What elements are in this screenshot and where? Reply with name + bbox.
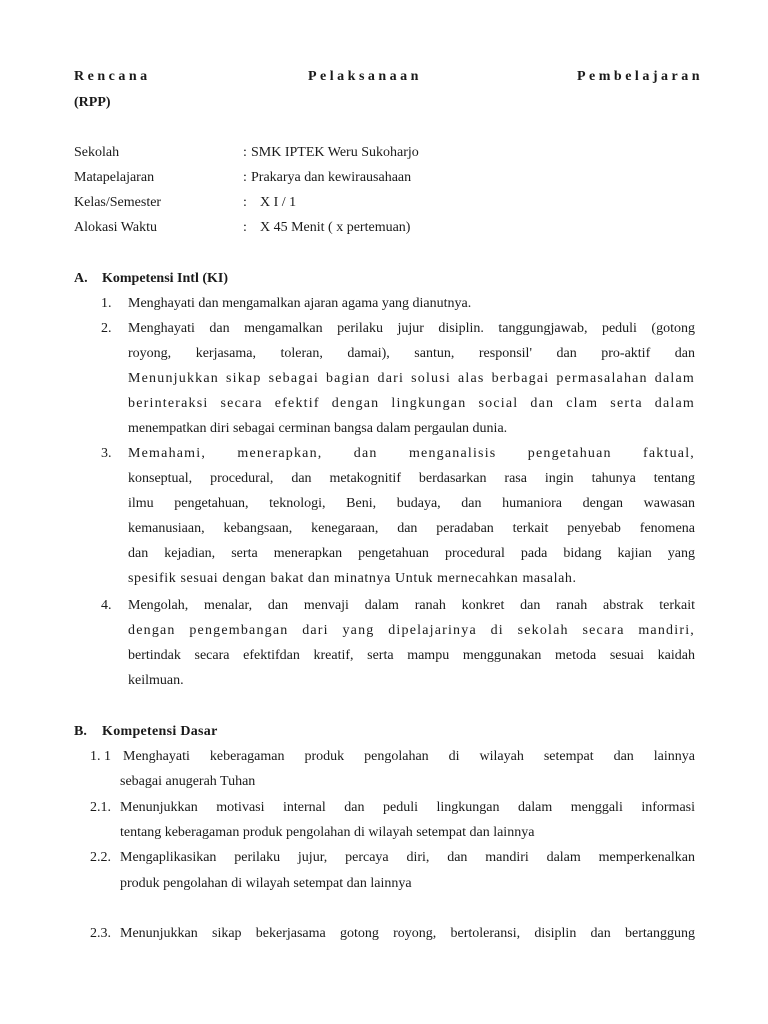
section-title: Kompetensi Intl (KI) <box>102 271 228 286</box>
list-number: 3. <box>101 446 112 461</box>
title-word-rencana: Rencana <box>74 69 151 84</box>
list-item-line: tentang keberagaman produk pengolahan di wilayah setempat dan lainnya <box>120 825 535 840</box>
identity-separator: : <box>243 170 247 185</box>
list-item-line: Mengaplikasikan perilaku jujur, percaya diri, dan mandiri dalam memperkenalkan <box>120 850 695 865</box>
identity-value: X 45 Menit ( x pertemuan) <box>260 220 411 235</box>
list-item-line: royong, kerjasama, toleran, damai), santun, responsil' dan pro-aktif dan <box>128 346 695 361</box>
list-item-line: Menghayati keberagaman produk pengolahan di wilayah setempat dan lainnya <box>123 749 695 764</box>
identity-label: Matapelajaran <box>74 170 155 185</box>
title-suffix: (RPP) <box>74 95 111 110</box>
section-letter: B. <box>74 724 87 739</box>
title-word-pembelajaran: Pembelajaran <box>577 69 703 84</box>
list-item-line: Menunjukkan sikap bekerjasama gotong royong, bertoleransi, disiplin dan bertanggung <box>120 926 695 941</box>
list-number: 2.2. <box>90 850 111 865</box>
list-item-line: dengan pengembangan dari yang dipelajarinya di sekolah secara mandiri, <box>128 623 695 638</box>
identity-label: Sekolah <box>74 145 120 160</box>
list-item-line: Menghayati dan mengamalkan ajaran agama yang dianutnya. <box>128 296 472 311</box>
section-letter: A. <box>74 271 88 286</box>
list-item-line: spesifik sesuai dengan bakat dan minatnya Untuk mernecahkan masalah. <box>128 571 577 586</box>
list-number: 2.1. <box>90 800 111 815</box>
list-item-line: sebagai anugerah Tuhan <box>120 774 256 789</box>
list-number: 1. 1 <box>90 749 111 764</box>
list-item-line: produk pengolahan di wilayah setempat dan lainnya <box>120 876 412 891</box>
section-title: Kompetensi Dasar <box>102 724 218 739</box>
identity-separator: : <box>243 220 247 235</box>
list-item-line: konseptual, procedural, dan metakognitif berdasarkan rasa ingin tahunya tentang <box>128 471 695 486</box>
identity-value: X I / 1 <box>260 195 297 210</box>
identity-label: Alokasi Waktu <box>74 220 157 235</box>
list-item-line: kemanusiaan, kebangsaan, kenegaraan, dan peradaban terkait penyebab fenomena <box>128 521 695 536</box>
list-number: 4. <box>101 598 112 613</box>
identity-value: Prakarya dan kewirausahaan <box>251 170 412 185</box>
list-item-line: Menunjukkan sikap sebagai bagian dari solusi alas berbagai permasalahan dalam <box>128 371 695 386</box>
list-item-line: ilmu pengetahuan, teknologi, Beni, budaya, dan humaniora dengan wawasan <box>128 496 695 511</box>
list-item-line: Memahami, menerapkan, dan menganalisis pengetahuan faktual, <box>128 446 695 461</box>
list-item-line: dan kejadian, serta menerapkan pengetahuan procedural pada bidang kajian yang <box>128 546 695 561</box>
list-item-line: Mengolah, menalar, dan menvaji dalam ranah konkret dan ranah abstrak terkait <box>128 598 695 613</box>
list-item-line: Menghayati dan mengamalkan perilaku jujur disiplin. tanggungjawab, peduli (gotong <box>128 321 695 336</box>
identity-label: Kelas/Semester <box>74 195 162 210</box>
identity-value: SMK IPTEK Weru Sukoharjo <box>251 145 419 160</box>
list-number: 1. <box>101 296 112 311</box>
list-item-line: menempatkan diri sebagai cerminan bangsa dalam pergaulan dunia. <box>128 421 508 436</box>
list-item-line: bertindak secara efektifdan kreatif, serta mampu menggunakan metoda sesuai kaidah <box>128 648 695 663</box>
title-word-pelaksanaan: Pelaksanaan <box>308 69 422 84</box>
identity-separator: : <box>243 195 247 210</box>
identity-separator: : <box>243 145 247 160</box>
list-item-line: Menunjukkan motivasi internal dan peduli lingkungan dalam menggali informasi <box>120 800 695 815</box>
list-number: 2.3. <box>90 926 111 941</box>
list-item-line: keilmuan. <box>128 673 184 688</box>
list-number: 2. <box>101 321 112 336</box>
list-item-line: berinteraksi secara efektif dengan lingkungan social dan clam serta dalam <box>128 396 695 411</box>
